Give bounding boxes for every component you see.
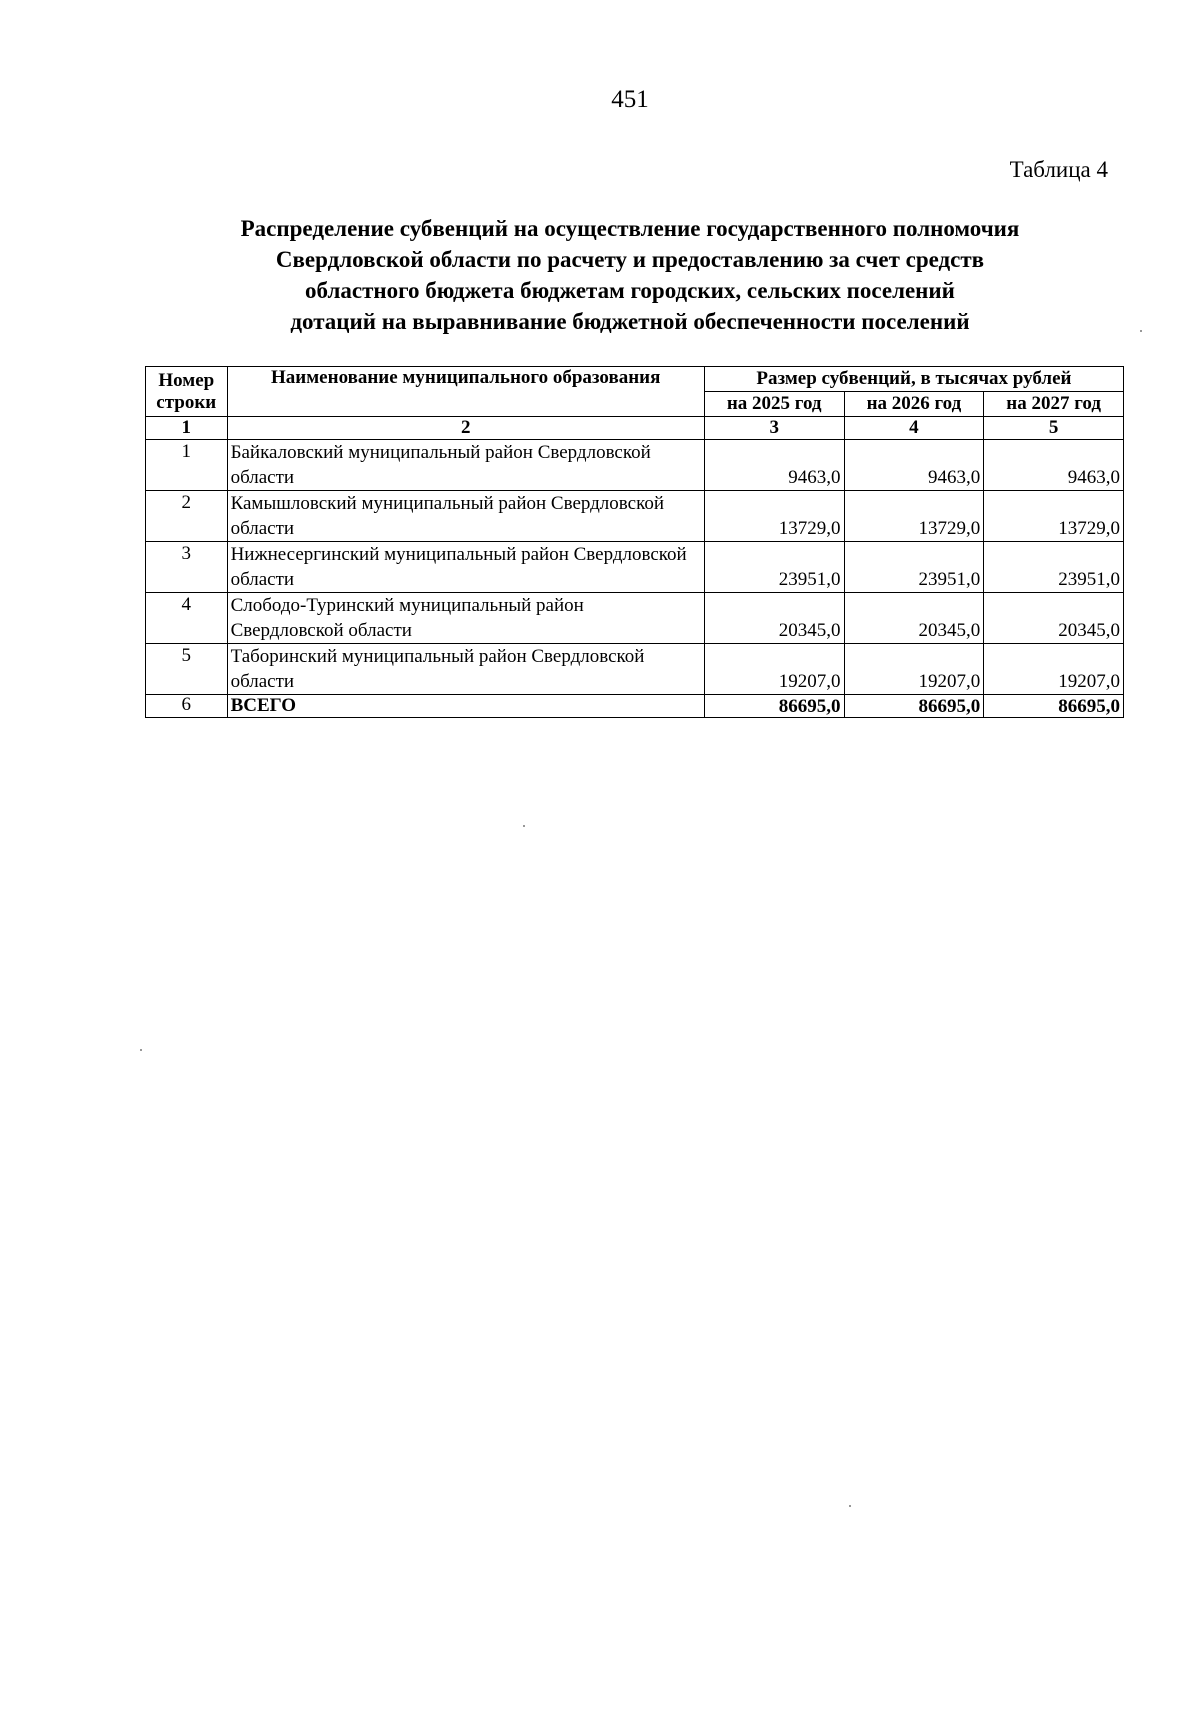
header-row-number: Номер строки xyxy=(146,367,228,417)
row-number: 3 xyxy=(146,542,228,593)
municipality-name: Байкаловский муниципальный район Свердловской области xyxy=(227,440,704,491)
table-row xyxy=(146,440,1124,491)
header-year-2025: на 2025 год xyxy=(704,392,844,417)
header-year-2027: на 2027 год xyxy=(984,392,1124,417)
municipality-name: Нижнесергинский муниципальный район Свердловской области xyxy=(227,542,704,593)
column-index: 3 xyxy=(704,417,844,440)
table-label: Таблица 4 xyxy=(1009,157,1108,182)
amount-2026: 23951,0 xyxy=(844,542,984,593)
amount-2025: 13729,0 xyxy=(704,491,844,542)
table-row xyxy=(146,593,1124,644)
header-amount-group: Размер субвенций, в тысячах рублей xyxy=(704,367,1123,392)
total-2025: 86695,0 xyxy=(704,695,844,718)
total-2026: 86695,0 xyxy=(844,695,984,718)
total-2027: 86695,0 xyxy=(984,695,1124,718)
title-line: Распределение субвенций на осуществление государственного полномочия xyxy=(240,216,1020,241)
title-line: областного бюджета бюджетам городских, сельских поселений xyxy=(305,278,955,303)
amount-2027: 19207,0 xyxy=(984,644,1124,695)
amount-2025: 9463,0 xyxy=(704,440,844,491)
row-number: 6 xyxy=(146,695,228,718)
subvention-table xyxy=(145,366,1124,718)
amount-2026: 9463,0 xyxy=(844,440,984,491)
total-label: ВСЕГО xyxy=(227,695,704,718)
scan-speck xyxy=(523,825,525,827)
municipality-name: Таборинский муниципальный район Свердловской области xyxy=(227,644,704,695)
header-name: Наименование муниципального образования xyxy=(227,367,704,417)
amount-2026: 19207,0 xyxy=(844,644,984,695)
row-number: 1 xyxy=(146,440,228,491)
title-line: дотаций на выравнивание бюджетной обеспеченности поселений xyxy=(290,309,970,334)
amount-2025: 23951,0 xyxy=(704,542,844,593)
header-year-2026: на 2026 год xyxy=(844,392,984,417)
amount-2027: 13729,0 xyxy=(984,491,1124,542)
column-index: 4 xyxy=(844,417,984,440)
column-index: 5 xyxy=(984,417,1124,440)
amount-2027: 9463,0 xyxy=(984,440,1124,491)
amount-2025: 19207,0 xyxy=(704,644,844,695)
amount-2027: 20345,0 xyxy=(984,593,1124,644)
title-line: Свердловской области по расчету и предоставлению за счет средств xyxy=(275,247,985,272)
page-number: 451 xyxy=(611,86,649,113)
row-number: 4 xyxy=(146,593,228,644)
table-row xyxy=(146,644,1124,695)
scan-speck xyxy=(140,1049,142,1051)
row-number: 5 xyxy=(146,644,228,695)
amount-2025: 20345,0 xyxy=(704,593,844,644)
row-number: 2 xyxy=(146,491,228,542)
scan-speck xyxy=(849,1505,851,1507)
total-row xyxy=(146,695,1124,718)
column-index: 1 xyxy=(146,417,228,440)
table-row xyxy=(146,542,1124,593)
table-row xyxy=(146,491,1124,542)
column-index: 2 xyxy=(227,417,704,440)
document-title xyxy=(150,213,1110,337)
column-index-row xyxy=(146,417,1124,440)
municipality-name: Слободо-Туринский муниципальный район Свердловской области xyxy=(227,593,704,644)
amount-2026: 20345,0 xyxy=(844,593,984,644)
amount-2027: 23951,0 xyxy=(984,542,1124,593)
scan-speck xyxy=(1140,330,1142,332)
amount-2026: 13729,0 xyxy=(844,491,984,542)
municipality-name: Камышловский муниципальный район Свердловской области xyxy=(227,491,704,542)
